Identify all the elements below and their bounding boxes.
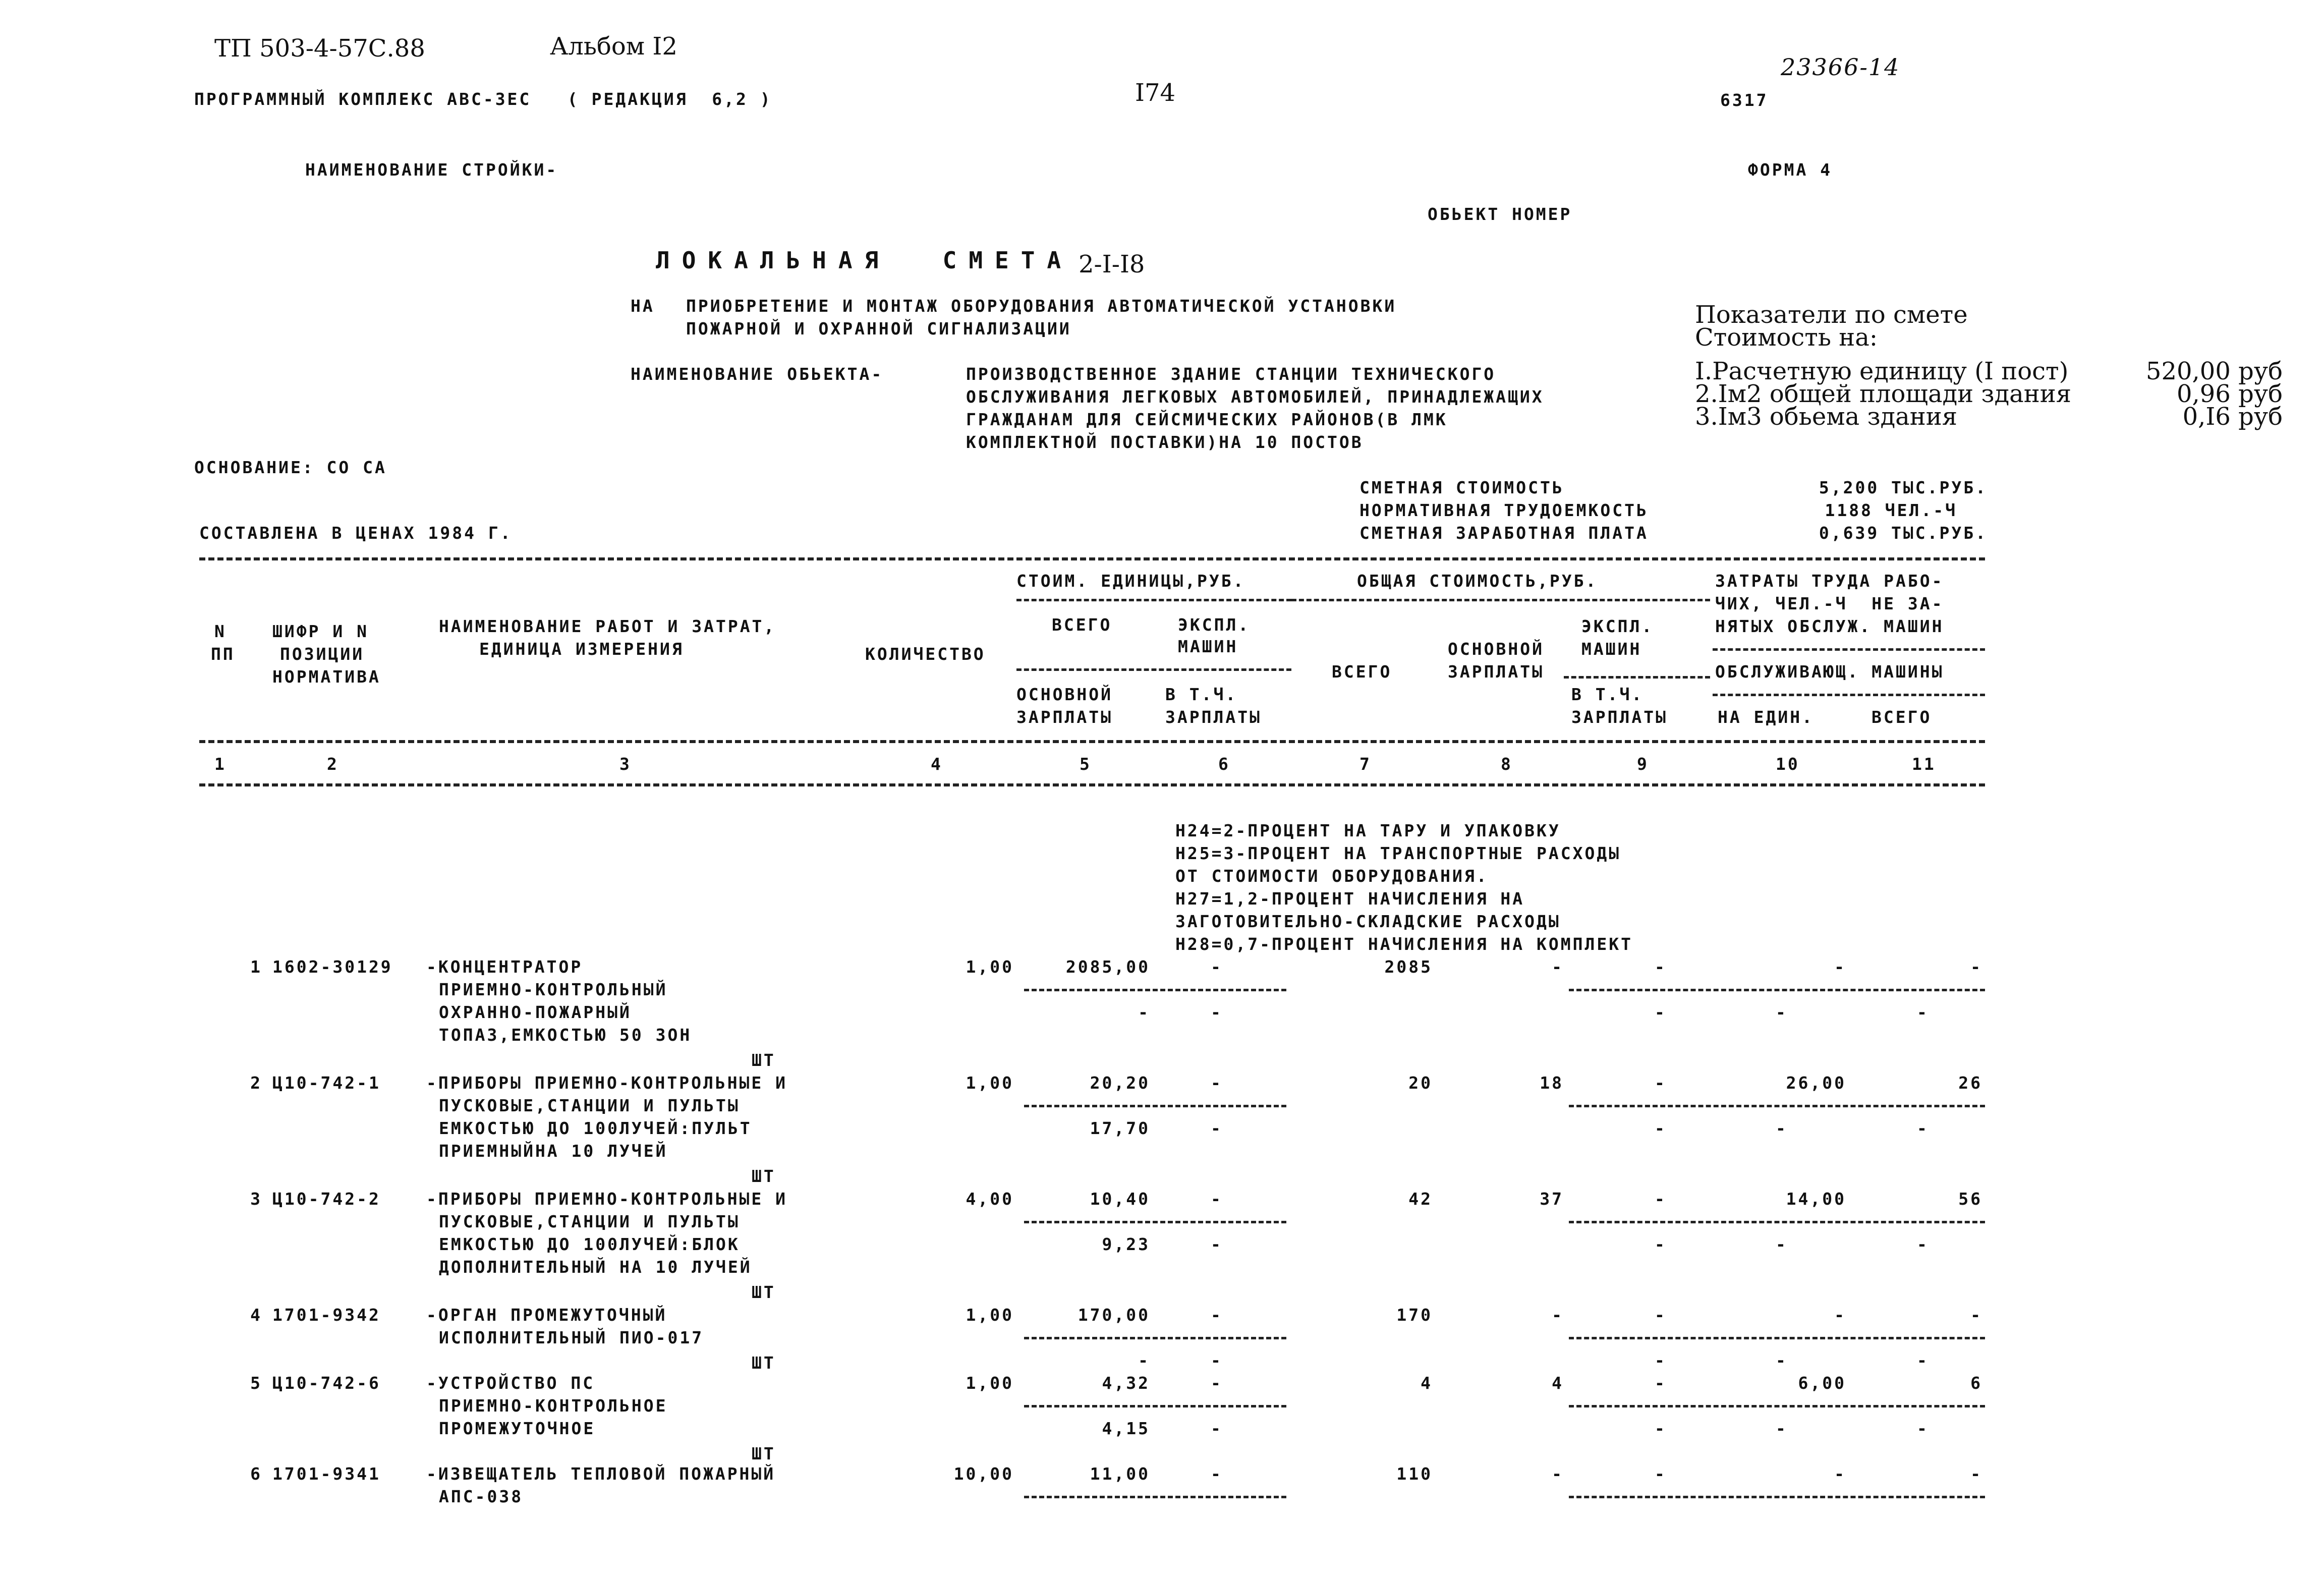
row-rule [1569,1337,1985,1339]
th-unit-expl-2: МАШИН [1178,637,1238,656]
note-4: Н27=1,2-ПРОЦЕНТ НАЧИСЛЕНИЯ НА [1175,889,1525,909]
row-serv-total: - [1917,1350,1929,1370]
row-unit-total: 11,00 [1090,1464,1150,1484]
th-code-2: ПОЗИЦИИ [280,644,365,664]
row-serv-total: - [1917,1118,1929,1138]
th-labor-rule-2 [1713,694,1985,696]
th-labor-rule-1 [1713,648,1985,651]
row-name-line: ПРОМЕЖУТОЧНОЕ [439,1419,596,1438]
colnum-7: 7 [1359,754,1372,774]
row-name-line: ПРИЕМНО-КОНТРОЛЬНОЕ [439,1396,668,1416]
row-expl: - [1655,1189,1667,1209]
row-unit: ШТ [752,1166,776,1186]
row-total: 42 [1408,1189,1433,1209]
row-name-line: ПУСКОВЫЕ,СТАНЦИИ И ПУЛЬТЫ [439,1096,740,1115]
row-number: 5 [250,1373,262,1393]
row-total: 2085 [1384,957,1433,977]
th-unit-main-2: ЗАРПЛАТЫ [1016,707,1113,727]
th-overall-mid-rule [1564,676,1710,679]
colnum-2: 2 [327,754,339,774]
object-label: НАИМЕНОВАНИЕ ОБЬЕКТА- [631,364,884,384]
row-rule [1024,989,1286,991]
row-per-unit: - [1834,957,1846,977]
row-qty: 1,00 [966,957,1014,977]
row-name-line: ДОПОЛНИТЕЛЬНЫЙ НА 10 ЛУЧЕЙ [439,1257,752,1277]
row-serv-per-unit: - [1776,1234,1788,1254]
row-incl-salary: - [1655,1350,1667,1370]
row-main-salary: 18 [1540,1073,1564,1093]
row-labor-total: 56 [1958,1189,1982,1209]
th-unit-incl-2: ЗАРПЛАТЫ [1165,707,1262,727]
row-unit-total: 4,32 [1102,1373,1150,1393]
row-serv-per-unit: - [1776,1419,1788,1438]
row-incl-salary: - [1655,1234,1667,1254]
th-overall-total: ВСЕГО [1332,662,1392,682]
row-labor-total: - [1970,1305,1982,1325]
row-name-line: -ПРИБОРЫ ПРИЕМНО-КОНТРОЛЬНЫЕ И [426,1189,788,1209]
th-code-3: НОРМАТИВА [272,667,381,687]
row-main-salary: - [1552,957,1564,977]
th-qty: КОЛИЧЕСТВО [865,644,986,664]
th-name-2: ЕДИНИЦА ИЗМЕРЕНИЯ [479,639,684,659]
row-unit-total: 10,40 [1090,1189,1150,1209]
row-unit: ШТ [752,1050,776,1070]
row-name-line: ПУСКОВЫЕ,СТАНЦИИ И ПУЛЬТЫ [439,1212,740,1231]
row-qty: 1,00 [966,1373,1014,1393]
row-unit-incl-salary: - [1211,1118,1223,1138]
note-6: Н28=0,7-ПРОЦЕНТ НАЧИСЛЕНИЯ НА КОМПЛЕКТ [1175,934,1633,954]
th-overall-rule [1291,599,1710,601]
colnum-4: 4 [931,754,943,774]
object-line-4: КОМПЛЕКТНОЙ ПОСТАВКИ)НА 10 ПОСТОВ [966,432,1364,452]
row-serv-per-unit: - [1776,1118,1788,1138]
row-expl: - [1655,1464,1667,1484]
row-serv-total: - [1917,1002,1929,1022]
row-unit-expl: - [1211,1305,1223,1325]
th-labor-4: ОБСЛУЖИВАЮЩ. МАШИНЫ [1715,662,1944,682]
table-top-rule [199,557,1985,560]
row-qty: 4,00 [966,1189,1014,1209]
row-expl: - [1655,1073,1667,1093]
th-unit-main-1: ОСНОВНОЙ [1016,685,1113,704]
row-qty: 1,00 [966,1073,1014,1093]
row-rule [1569,1221,1985,1223]
row-rule [1024,1221,1286,1223]
row-name-line: ОХРАННО-ПОЖАРНЫЙ [439,1002,632,1022]
row-unit-incl-salary: - [1211,1002,1223,1022]
row-name-line: ПРИЕМНО-КОНТРОЛЬНЫЙ [439,980,668,999]
row-expl: - [1655,1305,1667,1325]
th-pp: ПП [211,644,235,664]
colnum-6: 6 [1218,754,1230,774]
indicators-subtitle: Стоимость на: [1695,323,1878,352]
th-unit-cost: СТОИМ. ЕДИНИЦЫ,РУБ. [1016,571,1245,591]
row-rule [1024,1105,1286,1107]
note-1: Н24=2-ПРОЦЕНТ НА ТАРУ И УПАКОВКУ [1175,821,1561,840]
row-serv-total: - [1917,1419,1929,1438]
page-number: I74 [1135,79,1176,107]
program-code: 6317 [1720,90,1769,110]
row-main-salary: - [1552,1305,1564,1325]
row-expl: - [1655,957,1667,977]
th-code-1: ШИФР И N [272,622,369,641]
purpose-line-2: ПОЖАРНОЙ И ОХРАННОЙ СИГНАЛИЗАЦИИ [686,319,1071,339]
th-unit-expl-1: ЭКСПЛ. [1178,615,1251,635]
indicator-label-2: 2.Iм2 общей площади здания [1695,380,2072,408]
row-per-unit: 26,00 [1786,1073,1846,1093]
row-name-line: -ОРГАН ПРОМЕЖУТОЧНЫЙ [426,1305,667,1325]
row-unit-total: 170,00 [1078,1305,1150,1325]
row-unit-main-salary: - [1138,1350,1150,1370]
handwritten-code: 23366-14 [1781,53,1900,81]
osnovanie: ОСНОВАНИЕ: СО СА [194,458,387,477]
na-label: НА [631,296,655,316]
row-labor-total: - [1970,957,1982,977]
row-main-salary: 37 [1540,1189,1564,1209]
indicator-label-1: I.Расчетную единицу (I пост) [1695,357,2069,385]
note-5: ЗАГОТОВИТЕЛЬНО-СКЛАДСКИЕ РАСХОДЫ [1175,912,1561,931]
row-code: 1701-9341 [272,1464,381,1484]
row-labor-total: 6 [1970,1373,1982,1393]
row-number: 1 [250,957,262,977]
indicator-value-2: 0,96 руб [2177,380,2283,408]
row-unit-expl: - [1211,1464,1223,1484]
row-name-line: АПС-038 [439,1487,524,1506]
row-incl-salary: - [1655,1002,1667,1022]
row-unit-total: 20,20 [1090,1073,1150,1093]
row-per-unit: - [1834,1305,1846,1325]
row-per-unit: 6,00 [1798,1373,1846,1393]
row-unit-expl: - [1211,957,1223,977]
indicator-value-1: 520,00 руб [2145,357,2283,385]
row-number: 6 [250,1464,262,1484]
colnum-9: 9 [1637,754,1649,774]
row-per-unit: 14,00 [1786,1189,1846,1209]
smeta-number: 2-I-I8 [1079,250,1145,278]
row-name-line: -ИЗВЕЩАТЕЛЬ ТЕПЛОВОЙ ПОЖАРНЫЙ [426,1464,776,1484]
table-colnum-rule [199,783,1985,786]
row-unit-main-salary: 17,70 [1090,1118,1150,1138]
colnum-10: 10 [1776,754,1800,774]
row-rule [1569,1105,1985,1107]
indicators-title: Показатели по смете [1695,301,1968,329]
purpose-line-1: ПРИОБРЕТЕНИЕ И МОНТАЖ ОБОРУДОВАНИЯ АВТОМАТИЧЕСКОЙ УСТАНОВКИ [686,296,1397,316]
smeta-title: ЛОКАЛЬНАЯ СМЕТА [656,247,1073,274]
th-unit-total: ВСЕГО [1052,615,1112,635]
th-unit-incl-1: В Т.Ч. [1165,685,1238,704]
object-number-label: ОБЬЕКТ НОМЕР [1428,204,1572,224]
row-unit-incl-salary: - [1211,1419,1223,1438]
summary-labor-value: 1188 ЧЕЛ.-Ч [1825,500,1957,520]
row-qty: 1,00 [966,1305,1014,1325]
row-unit-main-salary: 4,15 [1102,1419,1150,1438]
row-rule [1569,1405,1985,1407]
row-rule [1569,989,1985,991]
row-unit-incl-salary: - [1211,1350,1223,1370]
th-unit-mid-rule [1016,668,1291,671]
row-unit-main-salary: 9,23 [1102,1234,1150,1254]
album-label: Альбом I2 [550,32,677,61]
summary-salary-value: 0,639 ТЫС.РУБ. [1819,523,1988,543]
th-overall-expl-1: ЭКСПЛ. [1581,616,1654,636]
row-name-line: ПРИЕМНЫЙНА 10 ЛУЧЕЙ [439,1141,668,1161]
row-per-unit: - [1834,1464,1846,1484]
row-name-line: ТОПАЗ,ЕМКОСТЬЮ 50 ЗОН [439,1025,692,1045]
row-name-line: -УСТРОЙСТВО ПС [426,1373,595,1393]
object-line-3: ГРАЖДАНАМ ДЛЯ СЕЙСМИЧЕСКИХ РАЙОНОВ(В ЛМК [966,410,1448,429]
th-overall: ОБЩАЯ СТОИМОСТЬ,РУБ. [1357,571,1598,591]
row-number: 2 [250,1073,262,1093]
row-number: 3 [250,1189,262,1209]
summary-cost-value: 5,200 ТЫС.РУБ. [1819,478,1988,497]
row-name-line: -ПРИБОРЫ ПРИЕМНО-КОНТРОЛЬНЫЕ И [426,1073,788,1093]
row-rule [1024,1337,1286,1339]
row-unit: ШТ [752,1444,776,1463]
th-name-1: НАИМЕНОВАНИЕ РАБОТ И ЗАТРАТ, [439,616,776,636]
th-unit-cost-rule [1016,599,1291,601]
row-unit-main-salary: - [1138,1002,1150,1022]
colnum-11: 11 [1912,754,1936,774]
composed-line: СОСТАВЛЕНА В ЦЕНАХ 1984 Г. [199,523,513,543]
row-name-line: ЕМКОСТЬЮ ДО 100ЛУЧЕЙ:ПУЛЬТ [439,1118,752,1138]
row-unit: ШТ [752,1282,776,1302]
tp-number: ТП 503-4-57С.88 [214,34,425,63]
program-line: ПРОГРАММНЫЙ КОМПЛЕКС АВС-ЗЕС ( РЕДАКЦИЯ 6,2 ) [194,89,772,109]
th-overall-expl-2: МАШИН [1581,639,1642,659]
table-header-rule [199,740,1985,743]
object-line-1: ПРОИЗВОДСТВЕННОЕ ЗДАНИЕ СТАНЦИИ ТЕХНИЧЕСКОГО [966,364,1496,384]
forma-label: ФОРМА 4 [1748,160,1833,180]
th-labor-total: ВСЕГО [1872,707,1932,727]
row-serv-per-unit: - [1776,1002,1788,1022]
row-unit-expl: - [1211,1073,1223,1093]
colnum-1: 1 [214,754,226,774]
th-overall-main-2: ЗАРПЛАТЫ [1448,662,1544,682]
row-unit-incl-salary: - [1211,1234,1223,1254]
row-labor-total: 26 [1958,1073,1982,1093]
th-overall-main-1: ОСНОВНОЙ [1448,639,1544,659]
row-code: 1602-30129 [272,957,393,977]
row-code: Ц10-742-1 [272,1073,381,1093]
row-unit: ШТ [752,1353,776,1373]
note-3: ОТ СТОИМОСТИ ОБОРУДОВАНИЯ. [1175,866,1489,886]
th-labor-1: ЗАТРАТЫ ТРУДА РАБО- [1715,571,1944,591]
th-overall-incl-2: ЗАРПЛАТЫ [1571,707,1668,727]
row-rule [1569,1496,1985,1498]
row-unit-expl: - [1211,1189,1223,1209]
th-labor-3: НЯТЫХ ОБСЛУЖ. МАШИН [1715,616,1944,636]
row-main-salary: 4 [1552,1373,1564,1393]
row-rule [1024,1496,1286,1498]
row-total: 4 [1421,1373,1433,1393]
th-labor-2: ЧИХ, ЧЕЛ.-Ч НЕ ЗА- [1715,594,1944,613]
stroyka-label: НАИМЕНОВАНИЕ СТРОЙКИ- [305,160,558,180]
row-code: Ц10-742-2 [272,1189,381,1209]
row-total: 170 [1396,1305,1433,1325]
colnum-3: 3 [619,754,632,774]
indicator-label-3: 3.Iм3 обьема здания [1695,403,1958,431]
row-expl: - [1655,1373,1667,1393]
colnum-8: 8 [1501,754,1513,774]
row-qty: 10,00 [953,1464,1014,1484]
note-2: Н25=3-ПРОЦЕНТ НА ТРАНСПОРТНЫЕ РАСХОДЫ [1175,843,1621,863]
indicator-value-3: 0,I6 руб [2182,403,2283,431]
th-overall-incl-1: В Т.Ч. [1571,685,1644,704]
row-rule [1024,1405,1286,1407]
th-per-unit: НА ЕДИН. [1718,707,1814,727]
row-total: 110 [1396,1464,1433,1484]
row-incl-salary: - [1655,1118,1667,1138]
row-name-line: -КОНЦЕНТРАТОР [426,957,583,977]
row-labor-total: - [1970,1464,1982,1484]
row-serv-total: - [1917,1234,1929,1254]
row-name-line: ЕМКОСТЬЮ ДО 100ЛУЧЕЙ:БЛОК [439,1234,740,1254]
summary-salary-label: СМЕТНАЯ ЗАРАБОТНАЯ ПЛАТА [1359,523,1649,543]
row-name-line: ИСПОЛНИТЕЛЬНЫЙ ПИО-017 [439,1328,704,1347]
row-unit-expl: - [1211,1373,1223,1393]
summary-cost-label: СМЕТНАЯ СТОИМОСТЬ [1359,478,1564,497]
row-number: 4 [250,1305,262,1325]
row-main-salary: - [1552,1464,1564,1484]
row-unit-total: 2085,00 [1065,957,1150,977]
row-incl-salary: - [1655,1419,1667,1438]
colnum-5: 5 [1080,754,1092,774]
object-line-2: ОБСЛУЖИВАНИЯ ЛЕГКОВЫХ АВТОМОБИЛЕЙ, ПРИНАДЛЕЖАЩИХ [966,387,1544,407]
th-n: N [214,622,226,641]
row-code: Ц10-742-6 [272,1373,381,1393]
row-total: 20 [1408,1073,1433,1093]
row-code: 1701-9342 [272,1305,381,1325]
row-serv-per-unit: - [1776,1350,1788,1370]
summary-labor-label: НОРМАТИВНАЯ ТРУДОЕМКОСТЬ [1359,500,1649,520]
